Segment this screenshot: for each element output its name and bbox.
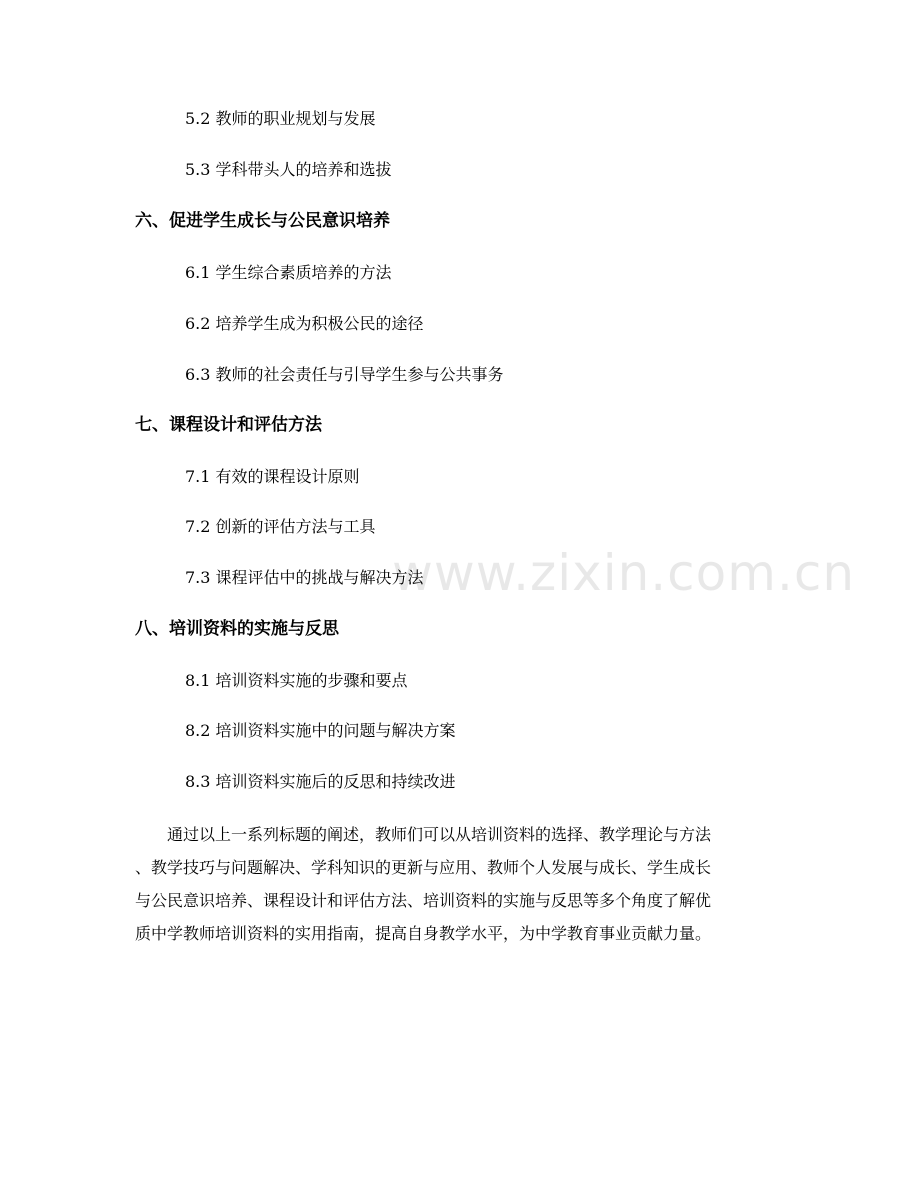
conclusion-line-3: 与公民意识培养、课程设计和评估方法、培训资料的实施与反思等多个角度了解优 xyxy=(135,891,712,910)
outline-item-7-3: 7.3 课程评估中的挑战与解决方法 xyxy=(185,568,424,587)
outline-item-7-2: 7.2 创新的评估方法与工具 xyxy=(185,517,376,536)
watermark-text: www.zixin.com.cn xyxy=(392,544,856,602)
section-heading-7: 七、课程设计和评估方法 xyxy=(135,415,322,435)
conclusion-line-2: 、教学技巧与问题解决、学科知识的更新与应用、教师个人发展与成长、学生成长 xyxy=(135,858,712,877)
outline-item-6-1: 6.1 学生综合素质培养的方法 xyxy=(185,263,392,282)
conclusion-paragraph xyxy=(135,818,785,950)
outline-item-5-3: 5.3 学科带头人的培养和选拔 xyxy=(185,160,392,179)
outline-item-5-2: 5.2 教师的职业规划与发展 xyxy=(185,109,376,128)
section-heading-8: 八、培训资料的实施与反思 xyxy=(135,619,339,639)
conclusion-line-1: 通过以上一系列标题的阐述，教师们可以从培训资料的选择、教学理论与方法 xyxy=(167,825,712,844)
outline-item-8-1: 8.1 培训资料实施的步骤和要点 xyxy=(185,671,408,690)
conclusion-line-4: 质中学教师培训资料的实用指南，提高自身教学水平，为中学教育事业贡献力量。 xyxy=(135,924,712,943)
outline-item-8-3: 8.3 培训资料实施后的反思和持续改进 xyxy=(185,772,456,791)
section-heading-6: 六、促进学生成长与公民意识培养 xyxy=(135,211,390,231)
outline-item-6-3: 6.3 教师的社会责任与引导学生参与公共事务 xyxy=(185,365,504,384)
outline-item-6-2: 6.2 培养学生成为积极公民的途径 xyxy=(185,314,424,333)
outline-item-7-1: 7.1 有效的课程设计原则 xyxy=(185,467,360,486)
outline-item-8-2: 8.2 培训资料实施中的问题与解决方案 xyxy=(185,721,456,740)
